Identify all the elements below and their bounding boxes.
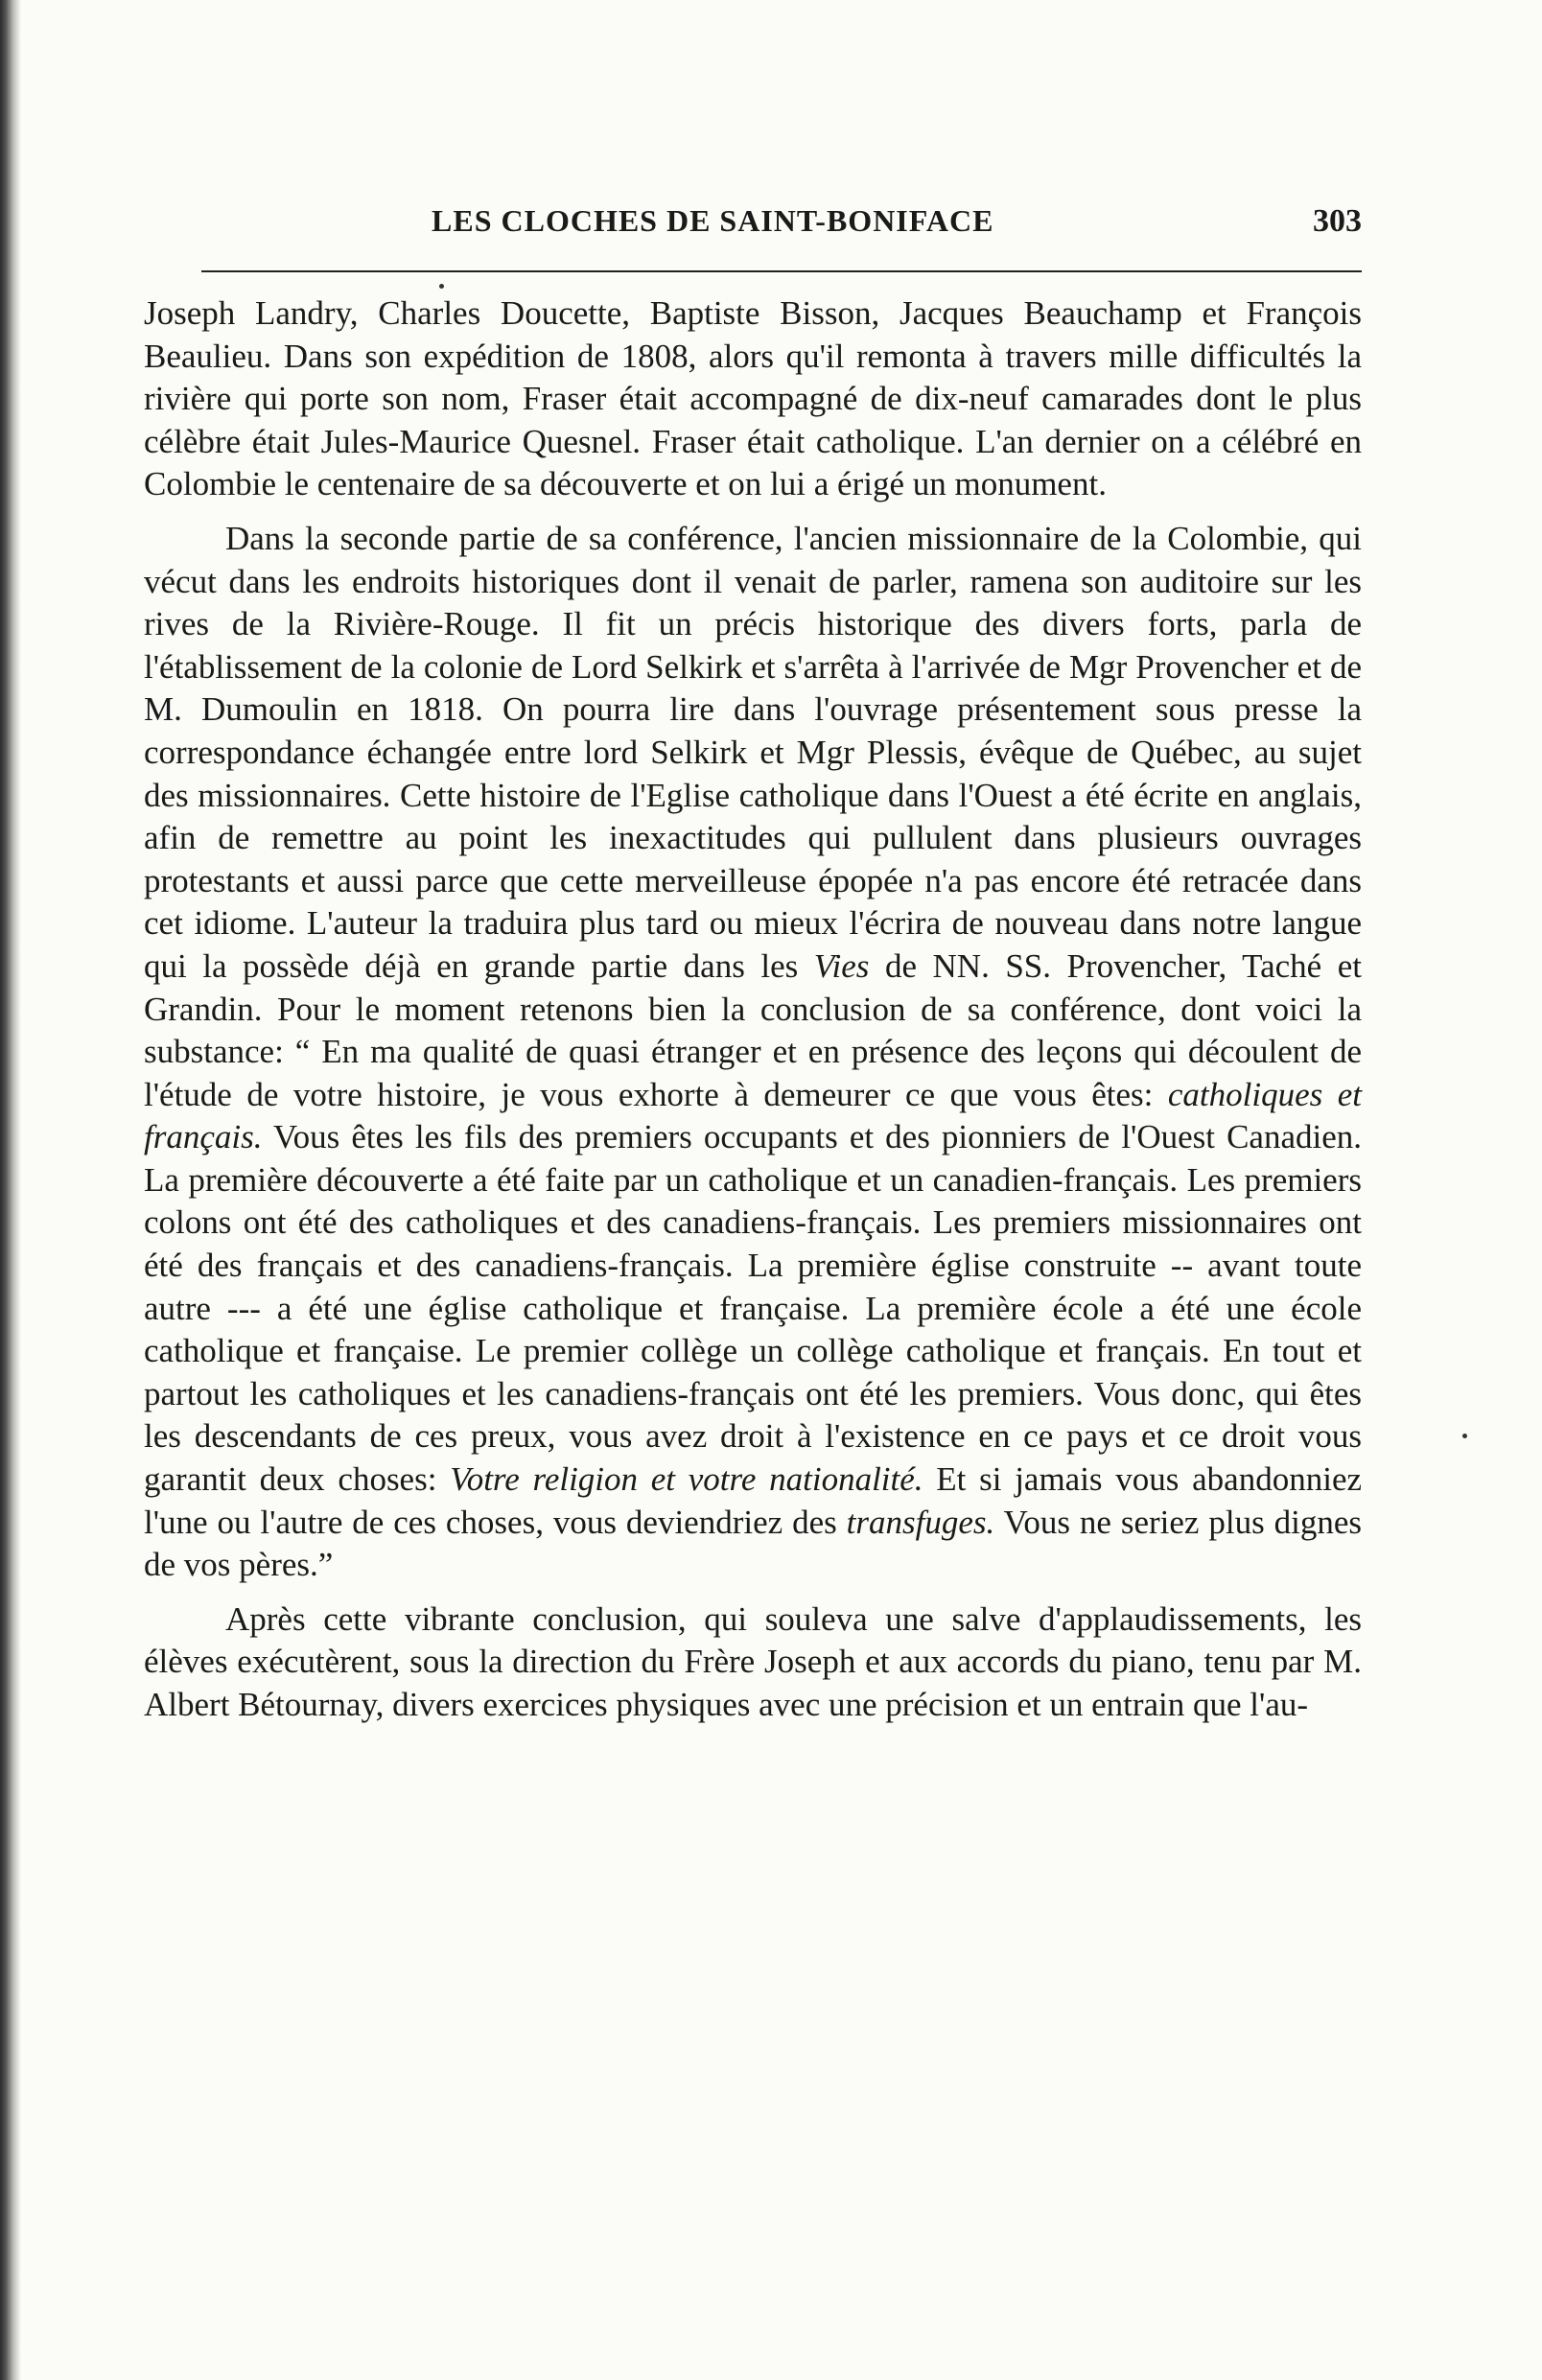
text-run: Après cette vibrante conclusion, qui souleva une salve d'applaudissements, les élèves exécutèrent, sous la direction du Frère Joseph et aux accords du piano, tenu par M. Albert Bétournay, divers exercices physiques avec une précision et un entrain que l'au-	[144, 1599, 1362, 1723]
text-run: Vous ne seriez plus dignes de vos pères.”	[144, 1503, 1362, 1584]
running-title: LES CLOCHES DE SAINT-BONIFACE	[432, 203, 994, 238]
paragraph	[144, 292, 1362, 506]
running-head	[144, 192, 1362, 249]
page-number: 303	[1313, 203, 1362, 239]
body-text	[144, 292, 1362, 1727]
text-run: Dans la seconde partie de sa conférence, l'ancien missionnaire de la Colombie, qui vécut dans les endroits historiques dont il venait de parler, ramena son auditoire sur les rives de la Rivière-Rouge. Il fit un précis historique des divers forts, parla de l'établissement de la colonie de Lord Selkirk et s'arrêta à l'arrivée de Mgr Provencher et de M. Dumoulin en 1818. On pourra lire dans l'ouvrage présentement sous presse la correspondance échangée entre lord Selkirk et Mgr Plessis, évêque de Québec, au sujet des missionnaires. Cette histoire de l'Eglise catholique dans l'Ouest a été écrite en anglais, afin de remettre au point les inexactitudes qui pullulent dans plusieurs ouvrages protestants et aussi parce que cette merveilleuse épopée n'a pas encore été retracée dans cet idiome. L'auteur la traduira plus tard ou mieux l'écrira de nouveau dans notre langue qui la possède déjà en grande partie dans les	[144, 519, 1362, 985]
text-run: Et si jamais vous abandonniez l'une ou l'autre de ces choses, vous deviendriez des	[144, 1460, 1363, 1541]
italic-text: transfuges.	[846, 1503, 995, 1541]
italic-text: Vies	[813, 946, 870, 985]
print-speck	[1462, 1434, 1467, 1438]
text-run: Vous êtes les fils des premiers occupants et des pionniers de l'Ouest Canadien. La première découverte a été faite par un catholique et un canadien-français. Les premiers colons ont été des catholiques et des canadiens-français. Les premiers missionnaires ont été des français et des canadiens-français. La première église construite -- avant toute autre --- a été une église catholique et française. La première école a été une école catholique et française. Le premier collège un collège catholique et français. En tout et partout les catholiques et les canadiens-français ont été les premiers. Vous donc, qui êtes les descendants de ces preux, vous avez droit à l'existence en ce pays et ce droit vous garantit deux choses:	[144, 1118, 1362, 1499]
text-run: Joseph Landry, Charles Doucette, Baptiste Bisson, Jacques Beauchamp et François Beaulieu. Dans son expédition de 1808, alors qu'il remonta à travers mille difficultés la rivière qui porte son nom, Fraser était accompagné de dix-neuf camarades dont le plus célèbre était Jules-Maurice Quesnel. Fraser était catholique. L'an dernier on a célébré en Colombie le centenaire de sa découverte et on lui a érigé un monument.	[144, 294, 1362, 503]
binding-edge	[0, 0, 21, 2380]
paragraph	[144, 1598, 1362, 1727]
italic-text: Votre religion et votre nationalité.	[450, 1460, 923, 1499]
text-run: de NN. SS. Provencher, Taché et Grandin. Pour le moment retenons bien la conclusion de sa conférence, dont voici la substance: “ En ma qualité de quasi étranger et en présence des leçons qui découlent de l'étude de votre histoire, je vous exhorte à demeurer ce que vous êtes:	[144, 946, 1362, 1113]
header-rule	[201, 270, 1362, 272]
print-speck	[439, 284, 444, 289]
paragraph	[144, 518, 1362, 1587]
italic-text: catholiques et français.	[144, 1075, 1362, 1156]
